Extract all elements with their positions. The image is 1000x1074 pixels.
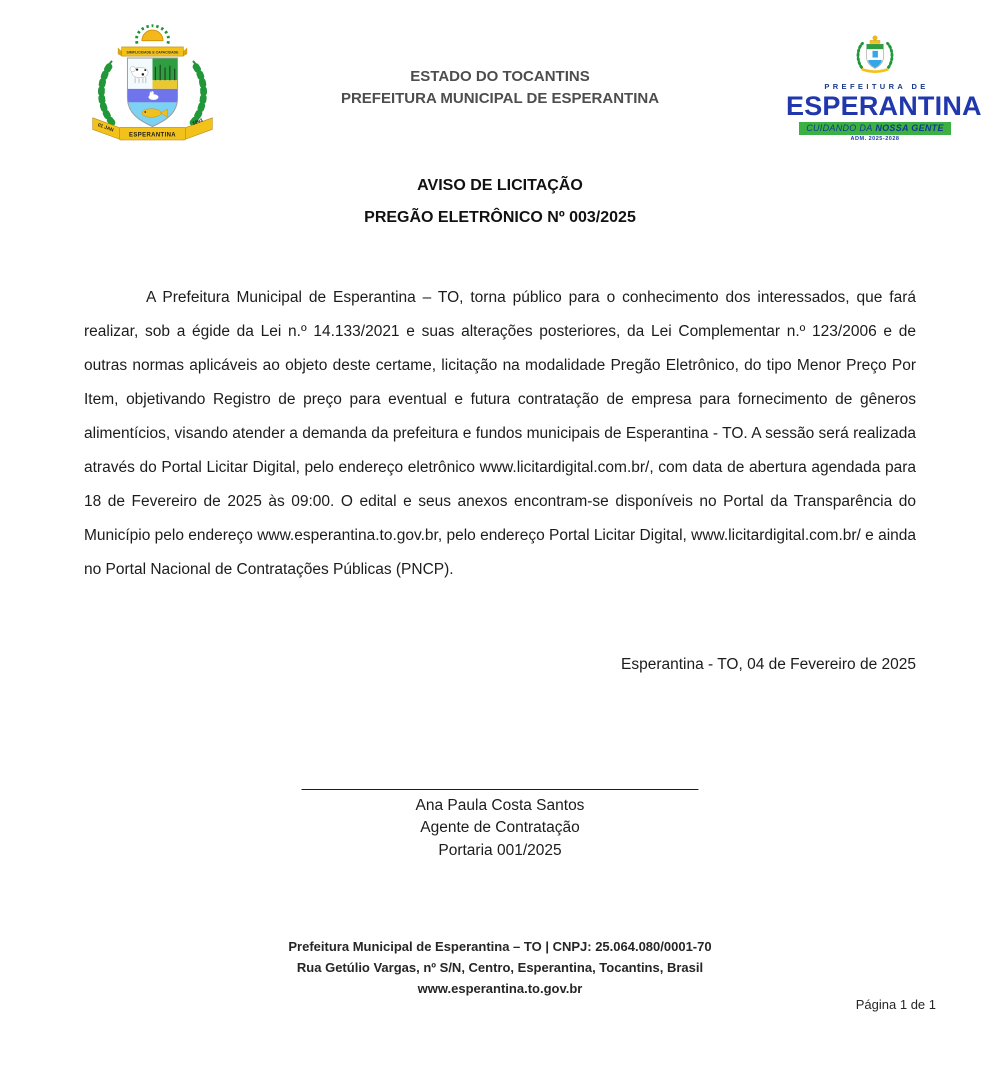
notice-title-line2: PREGÃO ELETRÔNICO Nº 003/2025 — [364, 209, 636, 226]
esperantina-coat-of-arms-icon — [85, 24, 220, 148]
notice-title-line1: AVISO DE LICITAÇÃO — [417, 177, 583, 194]
document-header — [250, 66, 750, 110]
footer-line2: Rua Getúlio Vargas, nº S/N, Centro, Esperantina, Tocantins, Brasil — [296, 960, 704, 975]
logo-slogan-band — [799, 122, 951, 136]
logo-name-text: ESPERANTINA — [786, 90, 982, 121]
header-state-line: ESTADO DO TOCANTINS — [410, 68, 590, 85]
crest-shield — [127, 58, 177, 127]
crest-ribbon-left-text: 01 JAN — [96, 123, 114, 134]
logo-slogan-bold: NOSSA GENTE — [875, 122, 944, 133]
place-date-line: Esperantina - TO, 04 de Fevereiro de 2025 — [621, 656, 916, 673]
logo-slogan-regular: CUIDANDO DA — [806, 122, 873, 133]
signer-role: Agente de Contratação — [420, 819, 580, 836]
mini-coat-of-arms-icon — [850, 34, 900, 81]
crest-motto-text: SIMPLICIDADE E CAPACIDADE — [126, 50, 179, 55]
signer-ordinance: Portaria 001/2025 — [438, 841, 562, 859]
crest-ribbon-right-text: 1993 — [191, 118, 204, 127]
logo-administration-text: ADM. 2025-2028 — [850, 136, 900, 142]
signature-rule: ______________________________________________ — [301, 774, 699, 791]
notice-title-block — [0, 177, 1000, 227]
signature-block — [0, 772, 1000, 862]
prefeitura-esperantina-logo — [786, 34, 982, 143]
header-municipality-line: PREFEITURA MUNICIPAL DE ESPERANTINA — [340, 90, 660, 107]
crest-ribbon-center-text: ESPERANTINA — [128, 132, 177, 139]
footer-line3: www.esperantina.to.gov.br — [417, 981, 583, 996]
footer-line1: Prefeitura Municipal de Esperantina – TO | CNPJ: 25.064.080/0001-70 — [288, 939, 712, 954]
document-footer — [0, 936, 1000, 999]
logo-prefix-text: PREFEITURA DE — [824, 82, 929, 91]
notice-body-paragraph: A Prefeitura Municipal de Esperantina – TO, torna público para o conhecimento dos interessados, que fará realizar, sob a égide da Lei n.º 14.133/2021 e suas alterações posteriores, da Lei Complementar n.º 123/2006 e de outras normas aplicáveis ao objeto deste certame, licitação na modalidade Pregão Eletrônico, do tipo Menor Preço Por Item, objetivando Registro de preço para eventual e futura contratação de empresa para fornecimento de gêneros alimentícios, visando atender a demanda da prefeitura e fundos municipais de Esperantina - TO. A sessão será realizada através do Portal Licitar Digital, pelo endereço eletrônico www.licitardigital.com.br/, com data de abertura agendada para 18 de Fevereiro de 2025 às 09:00. O edital e seus anexos encontram-se disponíveis no Portal da Transparência do Município pelo endereço www.esperantina.to.gov.br, pelo endereço Portal Licitar Digital, www.licitardigital.com.br/ e ainda no Portal Nacional de Contratações Públicas (PNCP). — [84, 289, 916, 578]
page-number: Página 1 de 1 — [855, 997, 936, 1012]
signer-name: Ana Paula Costa Santos — [415, 796, 585, 814]
